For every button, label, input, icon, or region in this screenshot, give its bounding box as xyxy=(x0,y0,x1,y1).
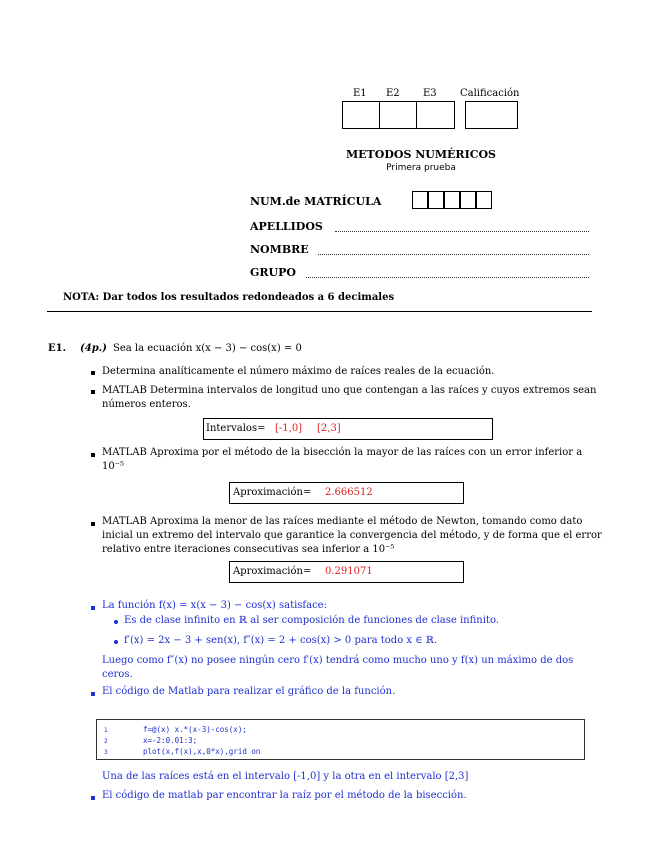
item-4-line2: inicial un extremo del intervalo que garantice la convergencia del método, y de forma que el error xyxy=(102,530,602,541)
solution-1c-line2: ceros. xyxy=(102,669,133,680)
item-4-line1: MATLAB Aproxima la menor de las raíces mediante el método de Newton, tomando como dato xyxy=(102,516,583,527)
code-line-number: 2 xyxy=(104,738,108,745)
solution-1a-text: Es de clase infinito en ℝ al ser composición de funciones de clase infinito. xyxy=(124,615,499,626)
grade-label-e1: E1 xyxy=(353,88,367,99)
nombre-label: NOMBRE xyxy=(250,243,309,256)
solution-1-text: La función f(x) = x(x − 3) − cos(x) satisface: xyxy=(102,600,327,611)
sub-bullet xyxy=(114,640,118,644)
code-line: x=-2:0.01:3; xyxy=(143,736,198,745)
bullet xyxy=(91,796,95,800)
approx-label: Aproximación= xyxy=(233,566,312,577)
newton-value: 0.291071 xyxy=(325,566,373,577)
grade-box-e2[interactable] xyxy=(379,101,417,129)
intervals-answer-box[interactable] xyxy=(203,418,493,440)
divider xyxy=(47,311,592,312)
grade-label-e3: E3 xyxy=(423,88,437,99)
newton-answer-box[interactable] xyxy=(229,561,464,583)
code-line-number: 3 xyxy=(104,749,108,756)
bisection-value: 2.666512 xyxy=(325,487,373,498)
solution-2-text: El código de Matlab para realizar el gráfico de la función. xyxy=(102,686,396,697)
grade-box-e1[interactable] xyxy=(342,101,380,129)
apellidos-label: APELLIDOS xyxy=(250,220,323,233)
grupo-label: GRUPO xyxy=(250,266,296,279)
interval-1-value: [-1,0] xyxy=(275,423,303,434)
bisection-answer-box[interactable] xyxy=(229,482,464,504)
nombre-field[interactable] xyxy=(318,254,589,255)
bullet xyxy=(91,453,95,457)
exercise-points: (4p.) xyxy=(80,343,107,354)
bullet xyxy=(91,606,95,610)
matricula-digit-box[interactable] xyxy=(476,191,492,209)
grade-box-calificacion[interactable] xyxy=(465,101,518,129)
matricula-digit-box[interactable] xyxy=(412,191,428,209)
nota-text: NOTA: Dar todos los resultados redondeados a 6 decimales xyxy=(63,292,395,303)
matricula-label: NUM.de MATRÍCULA xyxy=(250,195,382,208)
item-2-line2: números enteros. xyxy=(102,399,191,410)
intervals-label: Intervalos= xyxy=(206,423,266,434)
code-line: f=@(x) x.*(x-3)-cos(x); xyxy=(143,725,247,734)
item-3-line1: MATLAB Aproxima por el método de la bisección la mayor de las raíces con un error inferior a xyxy=(102,447,583,458)
code-listing xyxy=(96,719,585,760)
grupo-field[interactable] xyxy=(306,277,589,278)
bullet xyxy=(91,390,95,394)
exercise-label: E1. xyxy=(48,343,67,354)
bullet xyxy=(91,522,95,526)
matricula-digit-box[interactable] xyxy=(460,191,476,209)
grade-label-e2: E2 xyxy=(386,88,400,99)
page-title: METODOS NUMÉRICOS xyxy=(346,148,496,161)
page-subtitle: Primera prueba xyxy=(386,163,456,173)
solution-3-text: Una de las raíces está en el intervalo [-1,0] y la otra en el intervalo [2,3] xyxy=(102,771,469,782)
grade-label-calificacion: Calificación xyxy=(460,88,520,99)
item-3-line2: 10⁻⁵ xyxy=(102,461,125,472)
code-line: plot(x,f(x),x,0*x),grid on xyxy=(143,747,261,756)
interval-2-value: [2,3] xyxy=(317,423,341,434)
solution-1c-line1: Luego como f″(x) no posee ningún cero f′(x) tendrá como mucho uno y f(x) un máximo de dos xyxy=(102,655,574,666)
item-1-text: Determina analíticamente el número máximo de raíces reales de la ecuación. xyxy=(102,366,495,377)
solution-4-text: El código de matlab par encontrar la raíz por el método de la bisección. xyxy=(102,790,467,801)
sub-bullet xyxy=(114,620,118,624)
matricula-digit-box[interactable] xyxy=(428,191,444,209)
approx-label: Aproximación= xyxy=(233,487,312,498)
code-line-number: 1 xyxy=(104,727,108,734)
exercise-statement: Sea la ecuación x(x − 3) − cos(x) = 0 xyxy=(113,343,302,354)
bullet xyxy=(91,371,95,375)
matricula-digit-box[interactable] xyxy=(444,191,460,209)
apellidos-field[interactable] xyxy=(335,231,589,232)
solution-1b-text: f′(x) = 2x − 3 + sen(x), f″(x) = 2 + cos(x) > 0 para todo x ∈ ℝ. xyxy=(124,635,438,646)
item-2-line1: MATLAB Determina intervalos de longitud uno que contengan a las raíces y cuyos extremos sean xyxy=(102,385,597,396)
grade-box-e3[interactable] xyxy=(416,101,455,129)
bullet xyxy=(91,692,95,696)
item-4-line3: relativo entre iteraciones consecutivas sea inferior a 10⁻⁵ xyxy=(102,544,395,555)
